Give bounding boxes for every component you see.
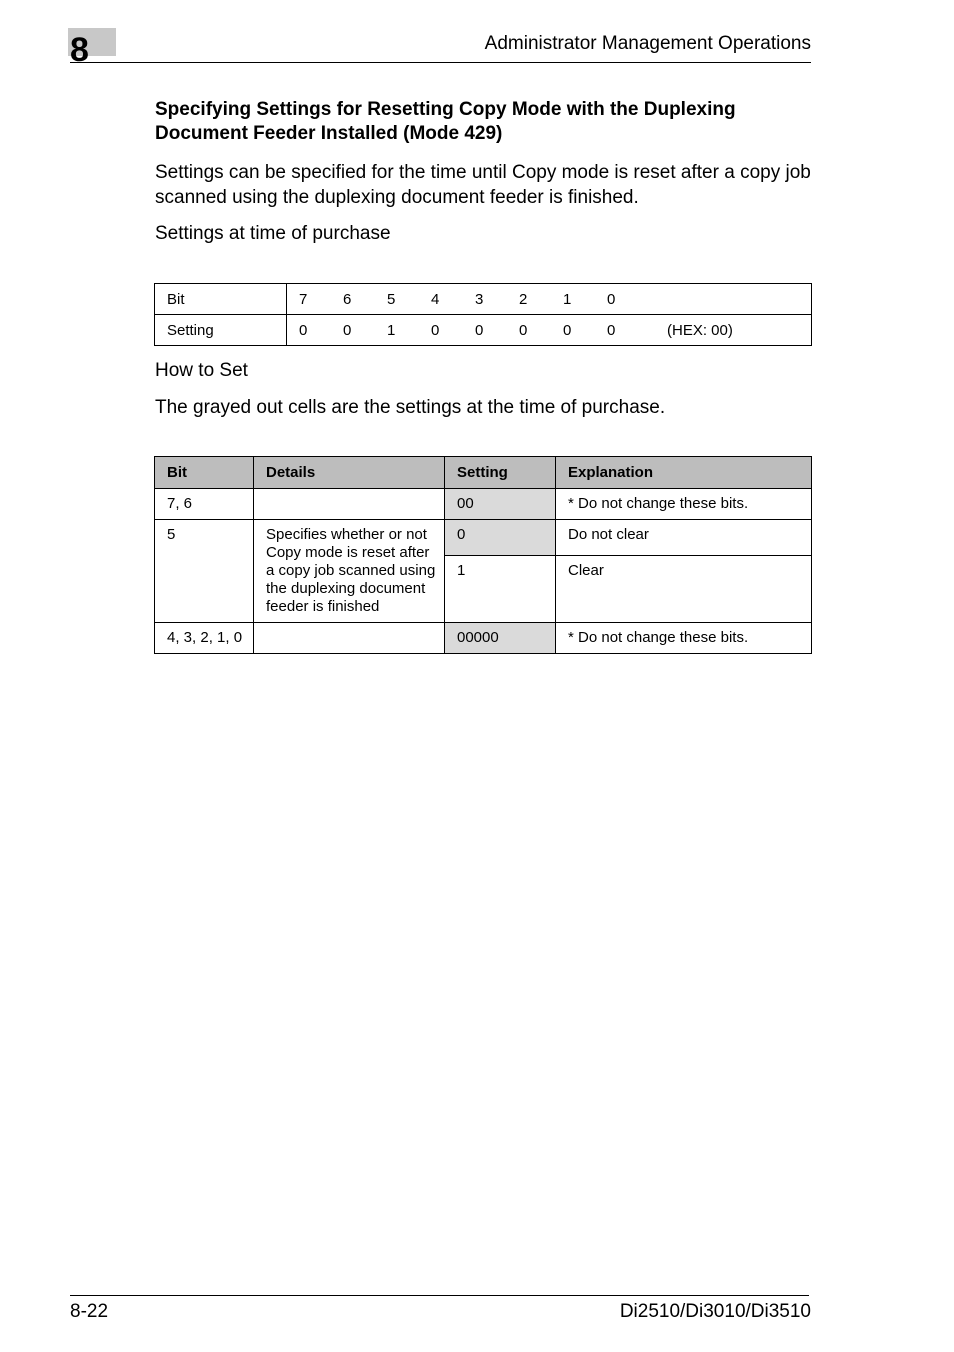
bit-3: 3 xyxy=(463,284,507,315)
cell-explanation: Clear xyxy=(556,556,812,623)
col-header-bit: Bit xyxy=(155,457,254,489)
setting-bit-7: 0 xyxy=(287,315,332,346)
bit-5: 5 xyxy=(375,284,419,315)
cell-explanation: * Do not change these bits. xyxy=(556,623,812,654)
cell-details xyxy=(254,623,445,654)
section-title: Administrator Management Operations xyxy=(484,33,811,54)
setting-bit-2: 0 xyxy=(507,315,551,346)
how-to-set-table xyxy=(154,456,812,654)
bit-2: 2 xyxy=(507,284,551,315)
col-header-details: Details xyxy=(254,457,445,489)
cell-setting: 1 xyxy=(445,556,556,623)
bit-1: 1 xyxy=(551,284,595,315)
col-header-explanation: Explanation xyxy=(556,457,812,489)
cell-bit: 7, 6 xyxy=(155,489,254,520)
table-row xyxy=(155,489,812,520)
page-heading: Specifying Settings for Resetting Copy Mode with the Duplexing Document Feeder Installed (Mode 429) xyxy=(155,99,736,144)
bit-4: 4 xyxy=(419,284,463,315)
setting-bit-6: 0 xyxy=(331,315,375,346)
hex-value: (HEX: 00) xyxy=(639,315,812,346)
cell-bit: 5 xyxy=(155,520,254,623)
bit-0: 0 xyxy=(595,284,639,315)
bit-row xyxy=(155,284,812,315)
intro-paragraph: Settings can be specified for the time until Copy mode is reset after a copy job scanned using the duplexing document feeder is finished. xyxy=(155,162,811,208)
cell-bit: 4, 3, 2, 1, 0 xyxy=(155,623,254,654)
grayed-note: The grayed out cells are the settings at the time of purchase. xyxy=(155,397,666,418)
table-row xyxy=(155,520,812,556)
table-row xyxy=(155,623,812,654)
setting-row-label: Setting xyxy=(155,315,287,346)
table-header-row xyxy=(155,457,812,489)
cell-details: Specifies whether or not Copy mode is reset after a copy job scanned using the duplexing document feeder is finished xyxy=(254,520,445,623)
bit-6: 6 xyxy=(331,284,375,315)
page-number: 8-22 xyxy=(70,1301,109,1322)
col-header-setting: Setting xyxy=(445,457,556,489)
footer-rule xyxy=(70,1295,809,1296)
setting-bit-4: 0 xyxy=(419,315,463,346)
cell-setting: 00 xyxy=(445,489,556,520)
bit-7: 7 xyxy=(287,284,332,315)
setting-bit-0: 0 xyxy=(595,315,639,346)
purchase-settings-label: Settings at time of purchase xyxy=(155,223,391,244)
setting-bit-1: 0 xyxy=(551,315,595,346)
setting-row xyxy=(155,315,812,346)
header-rule xyxy=(70,62,811,63)
bits-table xyxy=(154,283,812,346)
bit-row-spacer xyxy=(639,284,812,315)
cell-explanation: * Do not change these bits. xyxy=(556,489,812,520)
setting-bit-3: 0 xyxy=(463,315,507,346)
setting-bit-5: 1 xyxy=(375,315,419,346)
chapter-number: 8 xyxy=(70,31,89,69)
cell-setting: 00000 xyxy=(445,623,556,654)
cell-setting: 0 xyxy=(445,520,556,556)
cell-explanation: Do not clear xyxy=(556,520,812,556)
how-to-set-label: How to Set xyxy=(155,360,248,381)
bit-row-label: Bit xyxy=(155,284,287,315)
model-name: Di2510/Di3010/Di3510 xyxy=(619,1301,811,1322)
cell-details xyxy=(254,489,445,520)
